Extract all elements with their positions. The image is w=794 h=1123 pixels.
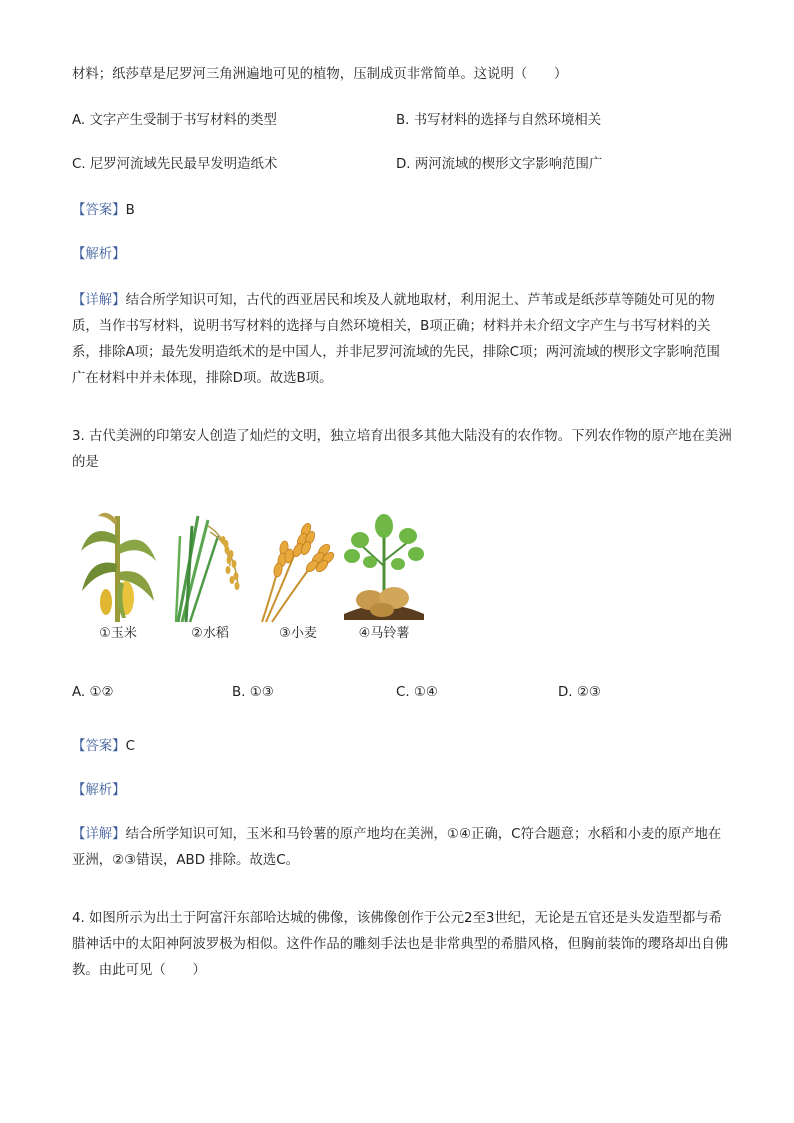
- wheat-plant-icon: [256, 506, 340, 624]
- corn-caption: ①玉米: [99, 626, 137, 641]
- wheat-caption: ③小麦: [279, 626, 317, 641]
- q4-stem: 4. 如图所示为出土于阿富汗东部哈达城的佛像，该佛像创作于公元2至3世纪，无论是五官还是头发造型都与希腊神话中的太阳神阿波罗极为相似。这件作品的雕刻手法也是非常典型的希腊风格，但胸前装饰的璎珞却出自佛教。由此可见（ ）: [72, 911, 729, 978]
- rice-figure: [168, 506, 252, 646]
- analysis-tag: 【解析】: [72, 247, 126, 262]
- q3-option-a: A. ①②: [72, 685, 114, 700]
- q2-option-d: D. 两河流域的楔形文字影响范围广: [396, 157, 603, 172]
- q2-detail: [72, 288, 732, 392]
- q3-answer: [72, 736, 135, 758]
- answer-tag: 【答案】: [72, 739, 126, 754]
- q3-option-c: C. ①④: [396, 685, 438, 700]
- detail-tag: 【详解】: [72, 293, 126, 308]
- wheat-figure: [256, 506, 340, 646]
- q2-answer: [72, 200, 135, 222]
- q2-option-a: A. 文字产生受制于书写材料的类型: [72, 113, 277, 128]
- detail-text: 结合所学知识可知，玉米和马铃薯的原产地均在美洲，①④正确，C符合题意；水稻和小麦的原产地在亚洲，②③错误，ABD 排除。故选C。: [72, 827, 722, 868]
- analysis-tag: 【解析】: [72, 783, 126, 798]
- q2-stem-end: 材料；纸莎草是尼罗河三角洲遍地可见的植物，压制成页非常简单。这说明（ ）: [72, 67, 568, 82]
- q2-analysis-tag: [72, 244, 126, 266]
- q3-option-b: B. ①③: [232, 685, 274, 700]
- q3-option-d: D. ②③: [558, 685, 601, 700]
- rice-plant-icon: [168, 506, 252, 624]
- corn-figure: [76, 506, 160, 646]
- corn-plant-icon: [76, 506, 160, 624]
- q3-detail: [72, 822, 732, 874]
- potato-figure: [342, 506, 426, 646]
- potato-plant-icon: [342, 506, 426, 624]
- answer-tag: 【答案】: [72, 203, 126, 218]
- answer-value: B: [125, 203, 135, 218]
- rice-caption: ②水稻: [191, 626, 229, 641]
- detail-tag: 【详解】: [72, 827, 126, 842]
- q2-option-c: C. 尼罗河流域先民最早发明造纸术: [72, 157, 278, 172]
- q3-stem: 3. 古代美洲的印第安人创造了灿烂的文明，独立培育出很多其他大陆没有的农作物。下列农作物的原产地在美洲的是: [72, 429, 732, 470]
- q3-figure-row: [76, 506, 436, 646]
- answer-value: C: [125, 739, 135, 754]
- q2-option-b: B. 书写材料的选择与自然环境相关: [396, 113, 602, 128]
- potato-caption: ④马铃薯: [358, 626, 410, 641]
- q3-analysis-tag: [72, 780, 126, 802]
- detail-text: 结合所学知识可知，古代的西亚居民和埃及人就地取材，利用泥土、芦苇或是纸莎草等随处可见的物质，当作书写材料，说明书写材料的选择与自然环境相关，B项正确；材料并未介绍文字产生与书写材料的关系，排除A项；最先发明造纸术的是中国人，并非尼罗河流域的先民，排除C项；两河流域的楔形文字影响范围广在材料中并未体现，排除D项。故选B项。: [72, 293, 720, 386]
